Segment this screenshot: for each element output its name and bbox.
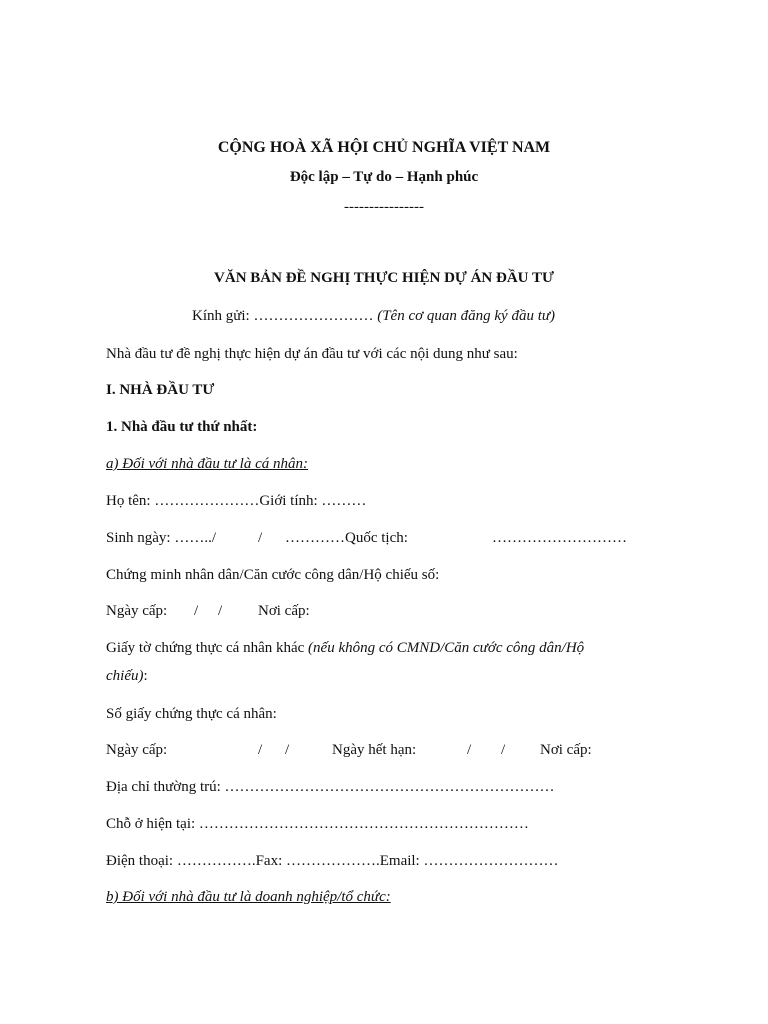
expiry-date-label: Ngày hết hạn: — [332, 742, 417, 758]
issue-date-slash-1: / — [194, 603, 199, 619]
section-investor: I. NHÀ ĐẦU TƯ — [106, 382, 215, 398]
issue-date-2-slash-1: / — [258, 742, 263, 758]
dob-slash: / — [258, 530, 263, 546]
personal-id-number-field: Số giấy chứng thực cá nhân: — [106, 706, 277, 722]
dob-year-nationality: …………Quốc tịch: — [285, 530, 408, 546]
intro-text: Nhà đầu tư đề nghị thực hiện dự án đầu tư với các nội dung như sau: — [106, 346, 518, 362]
contact-fields: Điện thoại: …………….Fax: ……………….Email: ……………………… — [106, 853, 559, 869]
recipient-label: Kính gửi: …………………… — [192, 308, 374, 324]
other-id-colon: : — [143, 668, 148, 684]
current-address-field: Chỗ ở hiện tại: ………………………………………………………… — [106, 816, 529, 832]
recipient-note: (Tên cơ quan đăng ký đầu tư) — [377, 308, 556, 324]
dob-label: Sinh ngày: ……../ — [106, 530, 217, 546]
issue-date-label: Ngày cấp: — [106, 603, 168, 619]
motto: Độc lập – Tự do – Hạnh phúc — [289, 169, 479, 185]
first-investor-heading: 1. Nhà đầu tư thứ nhất: — [106, 419, 258, 435]
nationality-dots: ……………………… — [492, 530, 627, 546]
separator: ---------------- — [344, 199, 424, 215]
permanent-address-field: Địa chỉ thường trú: ………………………………………………………… — [106, 779, 555, 795]
issue-date-label-2: Ngày cấp: — [106, 742, 168, 758]
issue-date-slash-2: / — [218, 603, 223, 619]
organization-investor-heading: b) Đối với nhà đầu tư là doanh nghiệp/tổ chức: — [106, 889, 391, 905]
recipient-line — [192, 306, 555, 326]
individual-investor-heading: a) Đối với nhà đầu tư là cá nhân: — [106, 456, 308, 472]
issue-place-label: Nơi cấp: — [258, 603, 310, 619]
national-title: CỘNG HOÀ XÃ HỘI CHỦ NGHĨA VIỆT NAM — [217, 139, 551, 156]
other-id-field-cont — [106, 666, 148, 686]
issue-place-label-2: Nơi cấp: — [540, 742, 592, 758]
document-title: VĂN BẢN ĐỀ NGHỊ THỰC HIỆN DỰ ÁN ĐẦU TƯ — [214, 270, 554, 286]
id-number-field: Chứng minh nhân dân/Căn cước công dân/Hộ chiếu số: — [106, 567, 440, 583]
issue-date-2-slash-2: / — [285, 742, 290, 758]
expiry-date-slash-1: / — [467, 742, 472, 758]
expiry-date-slash-2: / — [501, 742, 506, 758]
other-id-note-end: chiếu) — [106, 668, 144, 684]
other-id-note: (nếu không có CMND/Căn cước công dân/Hộ — [308, 640, 585, 656]
name-gender-field: Họ tên: …………………Giới tính: ……… — [106, 493, 367, 509]
other-id-field — [106, 638, 584, 658]
other-id-label: Giấy tờ chứng thực cá nhân khác — [106, 640, 305, 656]
